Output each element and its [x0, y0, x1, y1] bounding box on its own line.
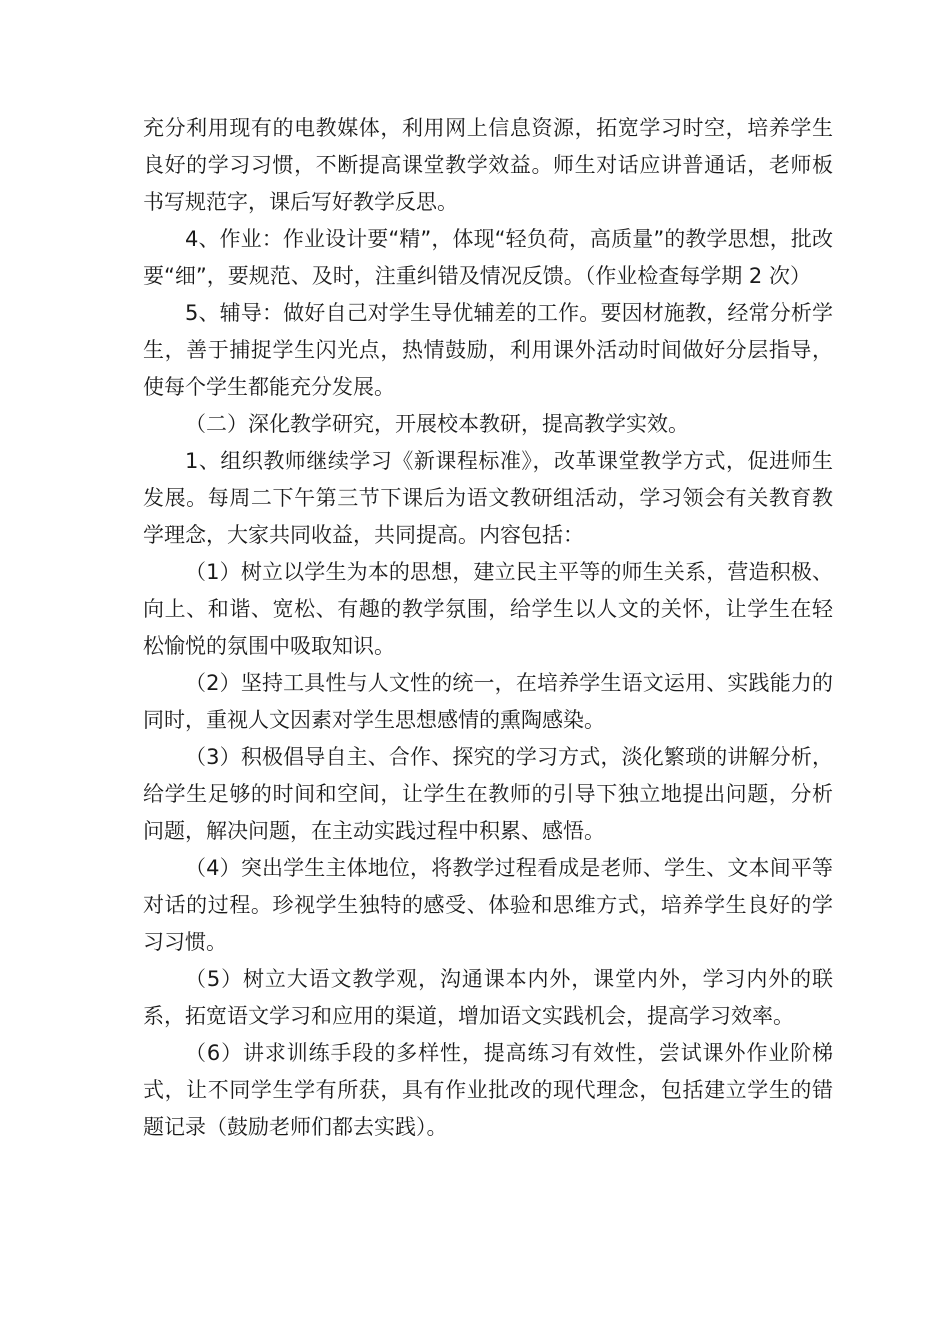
paragraph-3: 5、辅导：做好自己对学生导优辅差的工作。要因材施教，经常分析学生，善于捕捉学生闪光点，热情鼓励，利用课外活动时间做好分层指导，使每个学生都能充分发展。	[143, 301, 833, 399]
paragraph-5: 1、组织教师继续学习《新课程标准》，改革课堂教学方式，促进师生发展。每周二下午第三节下课后为语文教研组活动，学习领会有关教育教学理念，大家共同收益，共同提高。内容包括：	[143, 449, 833, 547]
list-item-1: （1）树立以学生为本的思想，建立民主平等的师生关系，营造积极、向上、和谐、宽松、有趣的教学氛围，给学生以人文的关怀，让学生在轻松愉悦的氛围中吸取知识。	[143, 560, 833, 658]
list-item-5: （5）树立大语文教学观，沟通课本内外，课堂内外，学习内外的联系，拓宽语文学习和应用的渠道，增加语文实践机会，提高学习效率。	[143, 967, 833, 1028]
list-item-2: （2）坚持工具性与人文性的统一，在培养学生语文运用、实践能力的同时，重视人文因素对学生思想感情的熏陶感染。	[143, 671, 833, 732]
section-heading: （二）深化教学研究，开展校本教研，提高教学实效。	[185, 412, 689, 436]
document-body	[143, 110, 833, 1146]
list-item-6: （6）讲求训练手段的多样性，提高练习有效性，尝试课外作业阶梯式，让不同学生学有所获，具有作业批改的现代理念，包括建立学生的错题记录（鼓励老师们都去实践）。	[143, 1041, 833, 1139]
list-item-3: （3）积极倡导自主、合作、探究的学习方式，淡化繁琐的讲解分析，给学生足够的时间和空间，让学生在教师的引导下独立地提出问题，分析问题，解决问题，在主动实践过程中积累、感悟。	[143, 745, 833, 843]
paragraph-2: 4、作业：作业设计要“精”，体现“轻负荷，高质量”的教学思想，批改要“细”，要规范、及时，注重纠错及情况反馈。（作业检查每学期 2 次）	[143, 227, 833, 288]
paragraph-1: 充分利用现有的电教媒体，利用网上信息资源，拓宽学习时空，培养学生良好的学习习惯，不断提高课堂教学效益。师生对话应讲普通话，老师板书写规范字，课后写好教学反思。	[143, 116, 833, 214]
list-item-4: （4）突出学生主体地位，将教学过程看成是老师、学生、文本间平等对话的过程。珍视学生独特的感受、体验和思维方式，培养学生良好的学习习惯。	[143, 856, 833, 954]
